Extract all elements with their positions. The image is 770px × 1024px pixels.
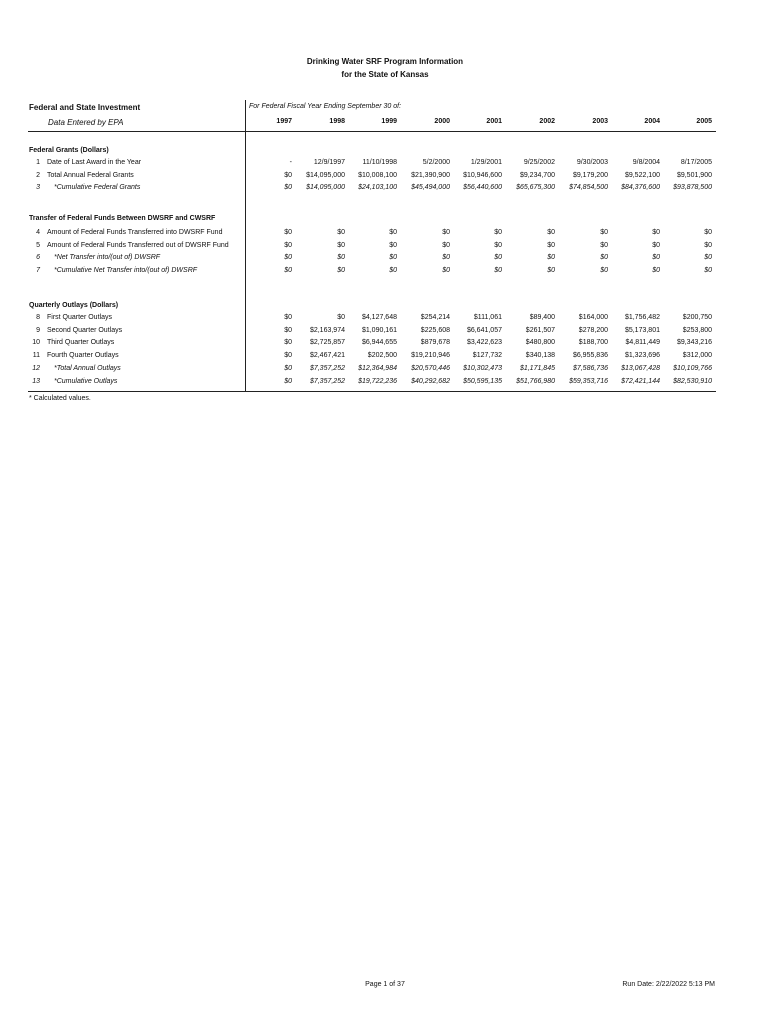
table-cell: $0 xyxy=(494,241,502,249)
table-cell: $0 xyxy=(389,229,397,236)
year-header-2004: 2004 xyxy=(644,118,660,125)
table-cell: $14,095,000 xyxy=(306,171,345,179)
table-cell: $0 xyxy=(284,241,292,249)
row-label: Fourth Quarter Outlays xyxy=(47,352,119,360)
row-number: 13 xyxy=(32,377,40,385)
table-cell: $0 xyxy=(547,241,555,249)
year-header-2003: 2003 xyxy=(592,118,608,125)
table-cell: $45,494,000 xyxy=(411,184,450,192)
table-cell: $0 xyxy=(284,267,292,275)
row-label: Amount of Federal Funds Transferred out of DWSRF Fund xyxy=(47,241,229,249)
row-label: Date of Last Award in the Year xyxy=(47,159,142,166)
section-title-grants: Federal Grants (Dollars) xyxy=(29,147,109,154)
table-cell: $225,608 xyxy=(420,326,450,334)
table-cell: $19,722,236 xyxy=(358,377,397,385)
row-label: Amount of Federal Funds Transferred into DWSRF Fund xyxy=(47,229,223,236)
table-cell: $0 xyxy=(337,241,345,249)
table-cell: $10,946,600 xyxy=(463,171,502,179)
run-date: Run Date: 2/22/2022 5:13 PM xyxy=(622,981,715,988)
table-row xyxy=(0,352,770,364)
table-cell: $0 xyxy=(284,184,292,192)
table-cell: $7,357,252 xyxy=(309,377,345,385)
table-cell: $14,095,000 xyxy=(306,184,345,192)
year-header-1997: 1997 xyxy=(276,118,292,125)
table-cell: $0 xyxy=(600,241,608,249)
row-number: 2 xyxy=(36,171,40,179)
table-cell: $0 xyxy=(494,229,502,236)
table-cell: $65,675,300 xyxy=(516,184,555,192)
table-header-subtitle: Data Entered by EPA xyxy=(48,118,124,127)
table-cell: $7,357,252 xyxy=(309,364,345,372)
table-row xyxy=(0,172,770,184)
table-cell: $51,766,980 xyxy=(516,377,555,385)
row-number: 5 xyxy=(36,241,40,249)
table-cell: $202,500 xyxy=(367,352,397,360)
section-title-outlays: Quarterly Outlays (Dollars) xyxy=(29,302,119,309)
table-cell: 1/29/2001 xyxy=(470,159,502,166)
table-cell: $6,944,655 xyxy=(361,339,397,347)
row-label: First Quarter Outlays xyxy=(47,314,112,321)
table-cell: $200,750 xyxy=(682,314,712,321)
row-label: *Cumulative Outlays xyxy=(54,377,118,385)
table-cell: $0 xyxy=(284,377,292,385)
table-cell: $89,400 xyxy=(529,314,555,321)
table-cell: $1,323,696 xyxy=(624,352,660,360)
table-cell: $0 xyxy=(284,229,292,236)
table-cell: $0 xyxy=(284,352,292,360)
table-cell: $0 xyxy=(547,229,555,236)
table-cell: $0 xyxy=(652,267,660,275)
table-cell: $879,678 xyxy=(420,339,450,347)
table-cell: $0 xyxy=(284,171,292,179)
table-bottom-rule xyxy=(28,391,716,392)
table-cell: $1,756,482 xyxy=(624,314,660,321)
table-cell: $0 xyxy=(547,254,555,262)
table-cell: 11/10/1998 xyxy=(362,159,397,166)
table-cell: $9,522,100 xyxy=(624,171,660,179)
table-cell: $5,173,801 xyxy=(624,326,660,334)
table-cell: $10,302,473 xyxy=(463,364,502,372)
table-cell: $84,376,600 xyxy=(621,184,660,192)
table-cell: $2,725,857 xyxy=(309,339,345,347)
year-header-2001: 2001 xyxy=(486,118,502,125)
table-cell: $0 xyxy=(337,229,345,236)
table-cell: $13,067,428 xyxy=(621,364,660,372)
table-cell: $24,103,100 xyxy=(358,184,397,192)
table-cell: $4,811,449 xyxy=(625,339,660,347)
report-title-line2: for the State of Kansas xyxy=(341,70,429,79)
table-cell: $312,000 xyxy=(682,352,712,360)
table-cell: $0 xyxy=(284,326,292,334)
table-cell: $0 xyxy=(600,254,608,262)
table-cell: $127,732 xyxy=(472,352,502,360)
table-row xyxy=(0,242,770,254)
row-label: *Total Annual Outlays xyxy=(54,364,121,372)
table-cell: $6,955,836 xyxy=(572,352,608,360)
table-cell: $111,061 xyxy=(473,314,502,321)
row-number: 9 xyxy=(36,326,40,334)
report-title-line1: Drinking Water SRF Program Information xyxy=(306,57,464,66)
calculated-note: * Calculated values. xyxy=(29,395,91,402)
table-cell: $0 xyxy=(389,267,397,275)
year-header-2002: 2002 xyxy=(539,118,555,125)
table-cell: $3,422,623 xyxy=(466,339,502,347)
table-cell: - xyxy=(289,159,292,166)
table-cell: 9/8/2004 xyxy=(632,159,660,166)
table-cell: $40,292,682 xyxy=(411,377,450,385)
table-cell: $0 xyxy=(704,241,712,249)
table-cell: $164,000 xyxy=(578,314,608,321)
table-cell: $480,800 xyxy=(525,339,555,347)
table-cell: $0 xyxy=(389,254,397,262)
table-cell: $21,390,900 xyxy=(411,171,450,179)
table-cell: $254,214 xyxy=(420,314,450,321)
fiscal-year-label: For Federal Fiscal Year Ending September 30 of: xyxy=(249,103,402,110)
section-title-transfer: Transfer of Federal Funds Between DWSRF and CWSRF xyxy=(29,215,216,222)
table-row xyxy=(0,314,770,326)
table-cell: $7,586,736 xyxy=(572,364,608,372)
year-header-2005: 2005 xyxy=(696,118,712,125)
table-cell: $0 xyxy=(704,267,712,275)
table-cell: $0 xyxy=(600,229,608,236)
table-cell: $74,854,500 xyxy=(569,184,608,192)
table-cell: $0 xyxy=(494,254,502,262)
row-number: 8 xyxy=(36,314,40,321)
table-row xyxy=(0,184,770,196)
table-cell: $82,530,910 xyxy=(673,377,712,385)
table-cell: 9/30/2003 xyxy=(576,159,608,166)
table-cell: $1,171,845 xyxy=(519,364,555,372)
table-cell: $0 xyxy=(652,241,660,249)
table-cell: $1,090,161 xyxy=(361,326,397,334)
row-label: Third Quarter Outlays xyxy=(47,339,115,347)
table-cell: 12/9/1997 xyxy=(313,159,345,166)
table-row xyxy=(0,339,770,351)
table-cell: $0 xyxy=(284,254,292,262)
row-number: 7 xyxy=(36,267,40,275)
row-label: *Cumulative Net Transfer into/(out of) DWSRF xyxy=(54,267,198,275)
report-title xyxy=(0,55,770,81)
table-cell: $10,008,100 xyxy=(358,171,397,179)
row-number: 4 xyxy=(36,229,40,236)
table-cell: $0 xyxy=(337,254,345,262)
table-cell: $4,127,648 xyxy=(361,314,397,321)
table-cell: $0 xyxy=(600,267,608,275)
table-cell: $93,878,500 xyxy=(673,184,712,192)
table-cell: $0 xyxy=(284,314,292,321)
row-number: 3 xyxy=(36,184,40,192)
table-cell: $2,467,421 xyxy=(309,352,345,360)
table-cell: $9,343,216 xyxy=(676,339,712,347)
year-header-1999: 1999 xyxy=(381,118,397,125)
table-row xyxy=(0,327,770,339)
page-number: Page 1 of 37 xyxy=(365,981,405,988)
table-cell: $9,179,200 xyxy=(572,171,608,179)
table-cell: $2,163,974 xyxy=(309,326,345,334)
table-cell: $0 xyxy=(442,229,450,236)
table-row xyxy=(0,254,770,266)
table-cell: $0 xyxy=(547,267,555,275)
table-cell: $59,353,716 xyxy=(569,377,608,385)
row-label: Total Annual Federal Grants xyxy=(47,171,134,179)
header-rule xyxy=(28,131,716,132)
table-row xyxy=(0,365,770,377)
year-header-2000: 2000 xyxy=(434,118,450,125)
table-cell: $0 xyxy=(652,229,660,236)
table-cell: $12,364,984 xyxy=(358,364,397,372)
row-number: 10 xyxy=(32,339,40,347)
row-label: Second Quarter Outlays xyxy=(47,326,123,334)
table-cell: $0 xyxy=(704,229,712,236)
table-cell: $6,641,057 xyxy=(466,326,502,334)
row-label: *Cumulative Federal Grants xyxy=(54,184,141,192)
row-number: 11 xyxy=(32,352,40,360)
table-cell: $19,210,946 xyxy=(411,352,450,360)
table-cell: 5/2/2000 xyxy=(422,159,450,166)
table-row xyxy=(0,267,770,279)
table-cell: $9,234,700 xyxy=(519,171,555,179)
table-cell: $261,507 xyxy=(525,326,555,334)
table-row xyxy=(0,159,770,171)
table-cell: $9,501,900 xyxy=(676,171,712,179)
table-cell: $0 xyxy=(442,241,450,249)
table-cell: $20,570,446 xyxy=(411,364,450,372)
table-cell: $0 xyxy=(389,241,397,249)
row-number: 1 xyxy=(36,159,40,166)
table-cell: $56,440,600 xyxy=(463,184,502,192)
table-cell: 8/17/2005 xyxy=(680,159,712,166)
table-cell: $0 xyxy=(337,314,345,321)
row-number: 12 xyxy=(32,364,40,372)
table-cell: $253,800 xyxy=(682,326,712,334)
table-cell: $0 xyxy=(652,254,660,262)
year-header-1998: 1998 xyxy=(329,118,345,125)
row-label: *Net Transfer into/(out of) DWSRF xyxy=(54,254,161,262)
row-number: 6 xyxy=(36,254,40,262)
table-cell: $0 xyxy=(442,254,450,262)
table-row xyxy=(0,378,770,390)
table-cell: $0 xyxy=(284,364,292,372)
table-header-title: Federal and State Investment xyxy=(29,103,141,112)
table-row xyxy=(0,229,770,241)
table-cell: $0 xyxy=(494,267,502,275)
table-cell: $278,200 xyxy=(578,326,608,334)
table-cell: $340,138 xyxy=(525,352,555,360)
table-cell: $72,421,144 xyxy=(621,377,660,385)
table-cell: $0 xyxy=(337,267,345,275)
table-cell: $0 xyxy=(442,267,450,275)
table-cell: $50,595,135 xyxy=(463,377,502,385)
table-cell: $188,700 xyxy=(578,339,608,347)
table-cell: 9/25/2002 xyxy=(523,159,555,166)
table-cell: $0 xyxy=(704,254,712,262)
table-cell: $0 xyxy=(284,339,292,347)
table-cell: $10,109,766 xyxy=(673,364,712,372)
